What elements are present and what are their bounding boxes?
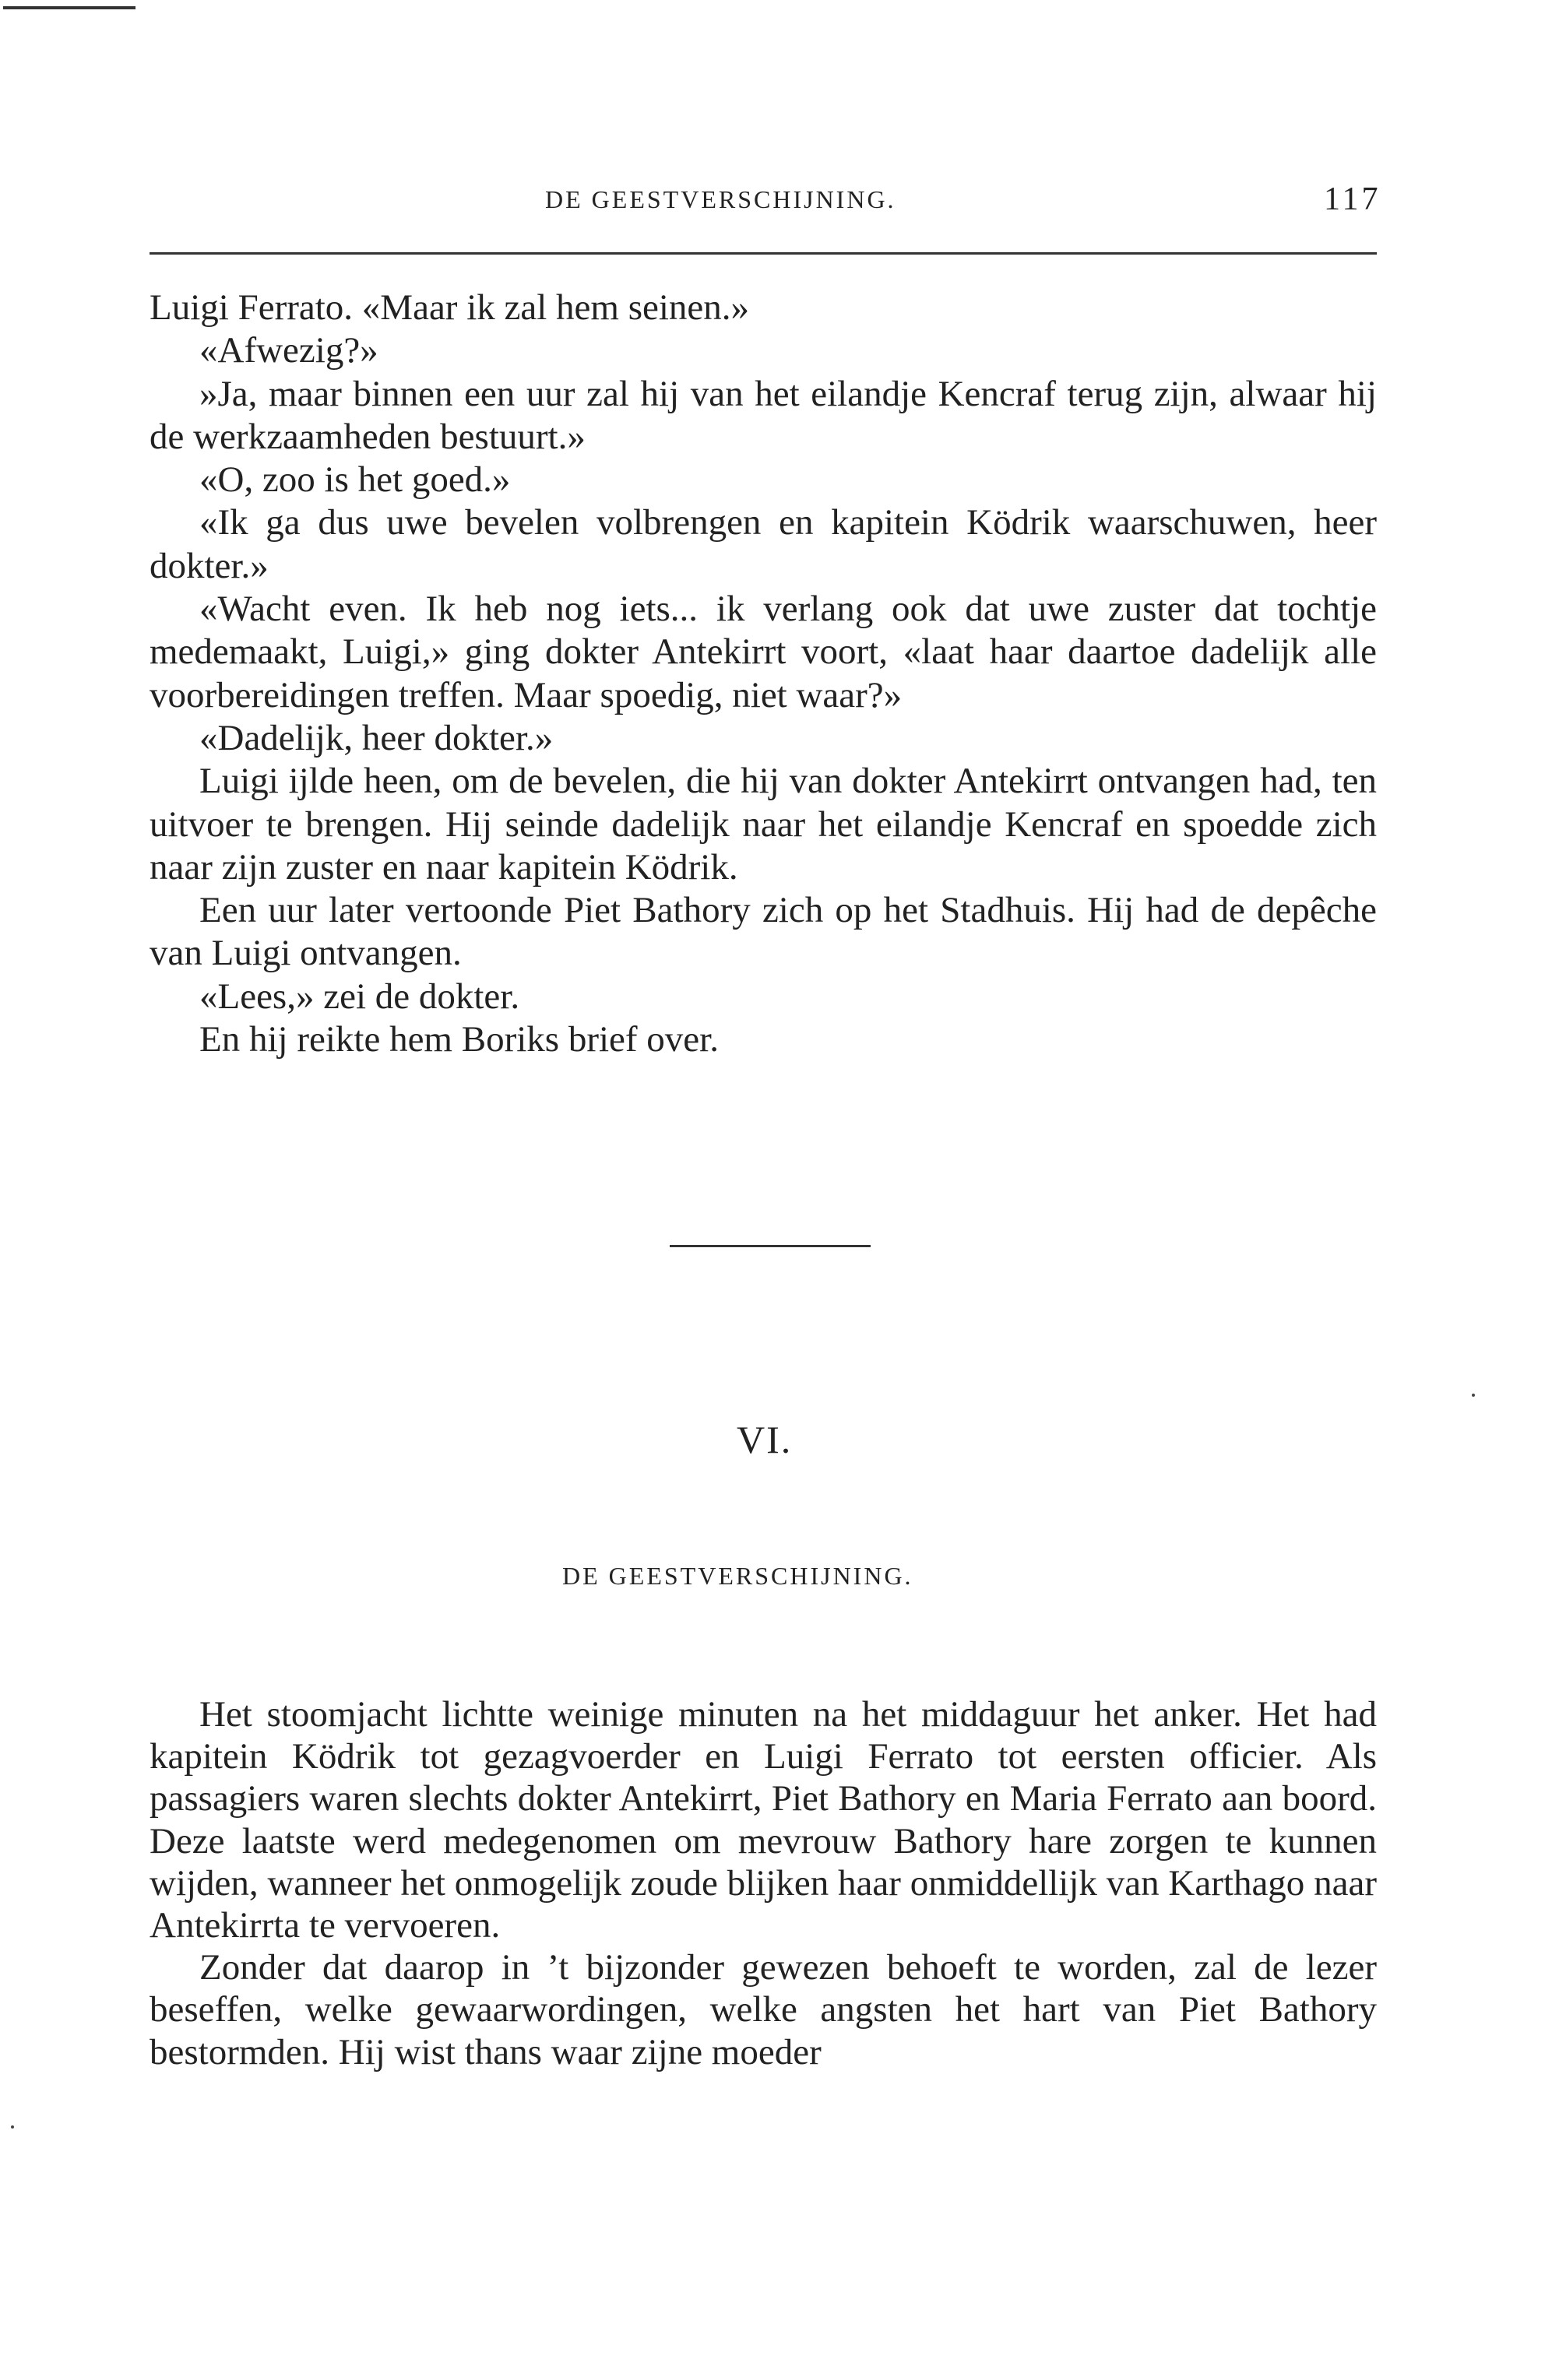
paragraph: «O, zoo is het goed.» [199,459,511,501]
scan-speck [1472,1394,1475,1397]
paragraph: «Afwezig?» [199,330,378,371]
running-head: DE GEESTVERSCHIJNING. [545,185,896,213]
paragraph: Zonder dat daarop in ’t bijzonder gewezen behoeft te worden, zal de lezer beseffen, welke gewaarwordingen, welke angsten het hart van Piet Bathory bestormden. Hij wist thans waar zijne moeder [150,1947,1377,2072]
paragraph: «Lees,» zei de dokter. [199,976,520,1017]
paragraph: En hij reikte hem Boriks brief over. [199,1019,719,1060]
paragraph: «Ik ga dus uwe bevelen volbrengen en kapitein Ködrik waarschuwen, heer dokter.» [150,502,1377,586]
body-text-bottom [150,1693,1377,2073]
paragraph: «Dadelijk, heer dokter.» [199,717,554,758]
chapter-title: DE GEESTVERSCHIJNING. [562,1562,913,1590]
header-rule [150,252,1377,255]
paragraph: Luigi Ferrato. «Maar ik zal hem seinen.» [150,287,750,328]
page-number: 117 [1324,181,1381,217]
section-separator [670,1245,871,1247]
paragraph: «Wacht even. Ik heb nog iets... ik verlang ook dat uwe zuster dat tochtje medemaakt, Luigi,» ging dokter Antekirrt voort, «laat haar daartoe dadelijk alle voorbereidingen treffen. Maar spoedig, niet waar?» [150,589,1377,715]
chapter-number: VI. [737,1418,793,1461]
body-text-top [150,287,1377,1061]
paragraph: Een uur later vertoonde Piet Bathory zich op het Stadhuis. Hij had de depêche van Luigi ontvangen. [150,890,1377,974]
corner-scan-mark [3,6,135,9]
paragraph: Luigi ijlde heen, om de bevelen, die hij van dokter Antekirrt ontvangen had, ten uitvoer te brengen. Hij seinde dadelijk naar het eilandje Kencraf en spoedde zich naar zijn zuster en naar kapitein Ködrik. [150,761,1377,888]
paragraph: »Ja, maar binnen een uur zal hij van het eilandje Kencraf terug zijn, alwaar hij de werkzaamheden bestuurt.» [150,373,1377,457]
paragraph: Het stoomjacht lichtte weinige minuten na het middaguur het anker. Het had kapitein Ködrik tot gezagvoerder en Luigi Ferrato tot eersten officier. Als passagiers waren slechts dokter Antekirrt, Piet Bathory en Maria Ferrato aan boord. Deze laatste werd medegenomen om mevrouw Bathory hare zorgen te kunnen wijden, wanneer het onmogelijk zoude blijken haar onmiddellijk van Karthago naar Antekirrta te vervoeren. [150,1694,1377,1946]
scan-speck [11,2125,14,2129]
